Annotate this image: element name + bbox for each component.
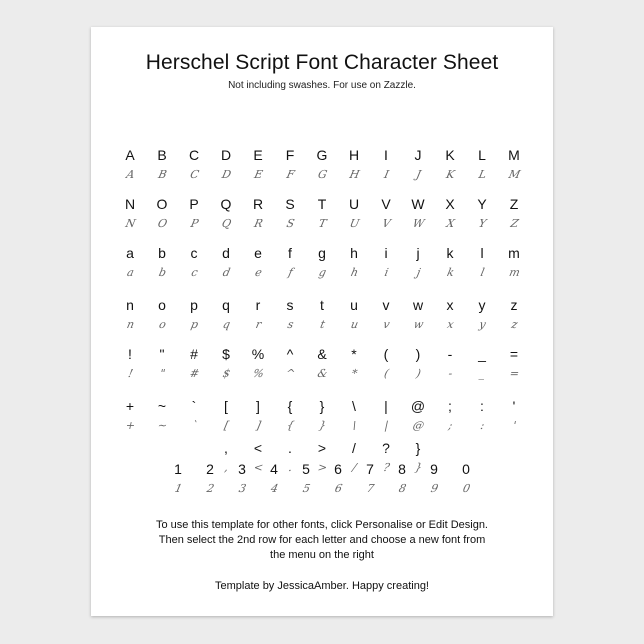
script-character: X [445, 217, 456, 230]
script-character: j [415, 266, 422, 279]
script-character: \ [351, 419, 358, 432]
script-character: . [287, 461, 294, 474]
plain-character: C [188, 147, 200, 163]
script-character: s [286, 318, 295, 331]
script-character-row [91, 416, 553, 440]
plain-character: o [158, 297, 166, 313]
plain-character: R [252, 196, 264, 212]
plain-character: Q [220, 196, 232, 212]
script-character: ; [447, 419, 454, 432]
plain-character: T [317, 196, 327, 212]
plain-digit: 3 [238, 461, 246, 477]
script-character: % [251, 367, 266, 380]
plain-character: X [445, 196, 455, 212]
script-character: - [447, 367, 454, 380]
script-digit: 3 [237, 482, 248, 495]
script-character: c [190, 266, 199, 279]
plain-character: r [255, 297, 261, 313]
script-character: " [158, 367, 167, 380]
plain-character: * [351, 346, 357, 362]
plain-character: W [411, 196, 425, 212]
instructions [91, 518, 553, 563]
plain-character: b [158, 245, 166, 261]
plain-character: + [125, 398, 135, 414]
script-digit: 8 [397, 482, 408, 495]
plain-character: ] [256, 398, 260, 414]
plain-character: } [319, 398, 325, 414]
script-character: [ [222, 419, 231, 432]
script-character: O [156, 217, 169, 230]
plain-digit: 8 [398, 461, 406, 477]
plain-character: ~ [157, 398, 167, 414]
script-character: V [381, 217, 392, 230]
script-character: o [157, 318, 168, 331]
plain-character: ( [383, 346, 389, 362]
script-character: p [189, 318, 200, 331]
instructions-line: the menu on the right [270, 549, 374, 561]
plain-character: n [126, 297, 134, 313]
plain-character: D [220, 147, 232, 163]
plain-digit: 9 [430, 461, 438, 477]
plain-character: k [446, 245, 454, 261]
script-character: ? [382, 461, 391, 474]
credit-line: Template by JessicaAmber. Happy creating! [215, 580, 429, 592]
script-character: & [316, 367, 329, 380]
script-character: = [508, 367, 521, 380]
plain-character: x [446, 297, 454, 313]
plain-character: S [285, 196, 295, 212]
script-character: Y [477, 217, 488, 230]
script-character: * [350, 367, 359, 380]
plain-character: I [384, 147, 388, 163]
script-character: e [253, 266, 264, 279]
plain-character: E [253, 147, 263, 163]
plain-digit: 7 [366, 461, 374, 477]
script-character: r [254, 318, 263, 331]
script-character: m [507, 266, 522, 279]
script-character: P [189, 217, 200, 230]
instructions-line: Then select the 2nd row for each letter and choose a new font from [158, 534, 486, 546]
plain-character: , [224, 440, 228, 456]
script-character: , [223, 461, 230, 474]
plain-character: H [348, 147, 360, 163]
plain-character: q [222, 297, 230, 313]
script-character: v [382, 318, 392, 331]
plain-character: s [286, 297, 294, 313]
script-digit: 9 [429, 482, 440, 495]
plain-character: f [288, 245, 292, 261]
script-character: B [157, 168, 168, 181]
plain-character: t [320, 297, 324, 313]
script-character: N [124, 217, 137, 230]
script-character: } [317, 419, 328, 432]
instructions-line: To use this template for other fonts, click Personalise or Edit Design. [156, 519, 488, 531]
script-digit: 0 [461, 482, 472, 495]
plain-character: G [316, 147, 328, 163]
sheet-subtitle: Not including swashes. For use on Zazzle. [228, 80, 416, 91]
script-character: F [285, 168, 296, 181]
script-character: $ [221, 367, 232, 380]
plain-character: $ [222, 346, 230, 362]
plain-character: | [384, 398, 388, 414]
plain-character: M [508, 147, 520, 163]
script-character: + [124, 419, 137, 432]
script-digit: 6 [333, 482, 344, 495]
script-character: A [125, 168, 136, 181]
script-character: : [479, 419, 486, 432]
script-character: Z [509, 217, 520, 230]
plain-character: l [480, 245, 484, 261]
script-character: ] [254, 419, 263, 432]
plain-character: L [478, 147, 486, 163]
plain-digit: 1 [174, 461, 182, 477]
plain-character: A [125, 147, 135, 163]
script-character: W [411, 217, 426, 230]
script-character-row [91, 364, 553, 388]
plain-character: & [317, 346, 327, 362]
script-character: ( [382, 367, 391, 380]
script-character: ) [414, 367, 423, 380]
plain-character: i [384, 245, 388, 261]
plain-character: ! [128, 346, 132, 362]
script-digit: 2 [205, 482, 216, 495]
script-character: n [125, 318, 136, 331]
plain-character: y [478, 297, 486, 313]
plain-character: v [382, 297, 390, 313]
script-digit: 7 [365, 482, 376, 495]
plain-character: < [253, 440, 263, 456]
script-character: z [510, 318, 519, 331]
script-character-row [91, 214, 553, 238]
plain-character: K [445, 147, 455, 163]
plain-character: m [508, 245, 520, 261]
plain-character: e [254, 245, 262, 261]
plain-character: g [318, 245, 326, 261]
plain-character: } [415, 440, 421, 456]
script-character: ~ [156, 419, 169, 432]
plain-character: ? [382, 440, 390, 456]
plain-character: ^ [286, 346, 294, 362]
script-digit: 4 [269, 482, 280, 495]
script-character: l [479, 266, 486, 279]
plain-character: / [352, 440, 356, 456]
script-character: k [445, 266, 456, 279]
script-character: q [221, 318, 232, 331]
script-character: f [287, 266, 294, 279]
plain-character: F [285, 147, 295, 163]
plain-character: > [317, 440, 327, 456]
script-character: D [220, 168, 233, 181]
plain-character: u [350, 297, 358, 313]
plain-character: % [251, 346, 265, 362]
plain-character: ; [448, 398, 452, 414]
plain-character: . [288, 440, 292, 456]
plain-character: ` [191, 398, 197, 414]
script-character: L [477, 168, 488, 181]
plain-digit: 6 [334, 461, 342, 477]
script-character: E [253, 168, 264, 181]
script-character-row [91, 263, 553, 287]
script-character: w [412, 318, 425, 331]
plain-digit: 2 [206, 461, 214, 477]
script-character: | [383, 419, 390, 432]
plain-character: # [190, 346, 198, 362]
plain-character: @ [410, 398, 426, 414]
script-character: # [188, 367, 201, 380]
script-character: } [413, 461, 424, 474]
plain-character: h [350, 245, 358, 261]
script-character: M [507, 168, 522, 181]
script-character-row [91, 315, 553, 339]
plain-character: P [189, 196, 199, 212]
script-character: Q [220, 217, 233, 230]
script-digit-row [91, 479, 553, 503]
script-character: < [252, 461, 265, 474]
script-character: y [478, 318, 488, 331]
script-character: ' [511, 419, 518, 432]
script-digit: 1 [173, 482, 184, 495]
plain-character: O [156, 196, 168, 212]
script-character: h [349, 266, 360, 279]
script-character: @ [411, 419, 426, 432]
script-character: K [445, 168, 457, 181]
plain-digit: 4 [270, 461, 278, 477]
plain-character: { [287, 398, 293, 414]
script-character: H [348, 168, 361, 181]
plain-character: - [447, 346, 453, 362]
script-digit: 5 [301, 482, 312, 495]
plain-character: \ [352, 398, 356, 414]
script-character: ! [126, 367, 135, 380]
script-character-row [91, 165, 553, 189]
script-character: C [188, 168, 201, 181]
script-character: S [285, 217, 296, 230]
plain-character: N [124, 196, 136, 212]
sheet-title: Herschel Script Font Character Sheet [145, 51, 499, 74]
plain-character: ' [512, 398, 516, 414]
plain-character: B [157, 147, 167, 163]
plain-character: Y [477, 196, 487, 212]
script-character: I [382, 168, 391, 181]
script-character: t [318, 318, 327, 331]
plain-character: : [480, 398, 484, 414]
plain-character: " [159, 346, 165, 362]
script-character: J [414, 168, 423, 181]
script-character: G [316, 168, 329, 181]
plain-character: V [381, 196, 391, 212]
plain-character: c [190, 245, 198, 261]
plain-character: = [509, 346, 519, 362]
script-character: b [157, 266, 168, 279]
script-character: { [285, 419, 296, 432]
plain-character: ) [415, 346, 421, 362]
script-character: R [252, 217, 265, 230]
plain-character: Z [509, 196, 519, 212]
plain-character: w [412, 297, 424, 313]
plain-digit: 5 [302, 461, 310, 477]
script-character: x [446, 318, 456, 331]
script-character: T [317, 217, 328, 230]
script-character: i [383, 266, 390, 279]
plain-character: [ [224, 398, 228, 414]
plain-character: J [414, 147, 422, 163]
plain-character: z [510, 297, 518, 313]
plain-character: _ [478, 346, 486, 362]
plain-character: a [126, 245, 134, 261]
script-character: a [125, 266, 136, 279]
script-character: u [349, 318, 360, 331]
script-character: g [317, 266, 328, 279]
script-character: ^ [284, 367, 297, 380]
plain-character: p [190, 297, 198, 313]
script-character: d [221, 266, 232, 279]
script-character: ` [190, 419, 199, 432]
plain-character: d [222, 245, 230, 261]
script-character: > [316, 461, 329, 474]
script-character: U [348, 217, 361, 230]
plain-character: U [348, 196, 360, 212]
character-sheet [91, 27, 553, 616]
script-character: / [351, 461, 358, 474]
script-character: _ [478, 367, 487, 380]
plain-character: j [416, 245, 420, 261]
plain-digit: 0 [462, 461, 470, 477]
